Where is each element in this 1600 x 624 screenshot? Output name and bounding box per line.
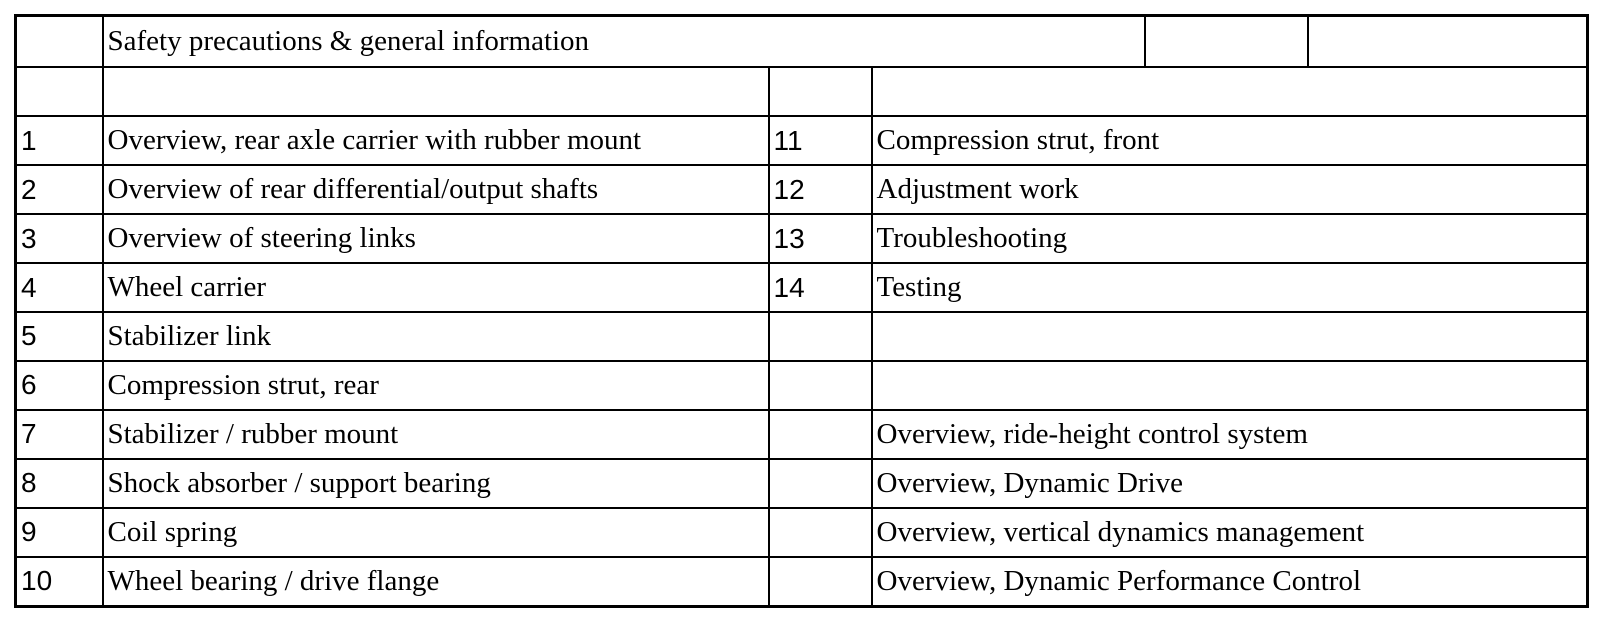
left-item-title[interactable]: Stabilizer link bbox=[103, 312, 769, 361]
table-row bbox=[16, 361, 1588, 410]
right-item-title bbox=[872, 361, 1588, 410]
right-item-number: 13 bbox=[769, 214, 872, 263]
right-item-number: 12 bbox=[769, 165, 872, 214]
right-item-title[interactable]: Troubleshooting bbox=[872, 214, 1588, 263]
right-item-number: 14 bbox=[769, 263, 872, 312]
blank-cell bbox=[16, 67, 103, 116]
left-item-number: 8 bbox=[16, 459, 103, 508]
left-item-number: 9 bbox=[16, 508, 103, 557]
right-item-title[interactable]: Overview, Dynamic Performance Control bbox=[872, 557, 1588, 607]
table-row bbox=[16, 312, 1588, 361]
right-item-number bbox=[769, 459, 872, 508]
right-item-title[interactable]: Compression strut, front bbox=[872, 116, 1588, 165]
blank-cell bbox=[769, 67, 872, 116]
left-item-number: 1 bbox=[16, 116, 103, 165]
left-item-title[interactable]: Overview of steering links bbox=[103, 214, 769, 263]
table-row bbox=[16, 116, 1588, 165]
header-number-cell bbox=[16, 16, 103, 68]
table-row bbox=[16, 263, 1588, 312]
blank-cell bbox=[872, 67, 1588, 116]
blank-row bbox=[16, 67, 1588, 116]
header-boxes bbox=[1144, 17, 1586, 66]
left-item-title[interactable]: Shock absorber / support bearing bbox=[103, 459, 769, 508]
header-row bbox=[16, 16, 1588, 68]
table-row bbox=[16, 459, 1588, 508]
right-item-number bbox=[769, 361, 872, 410]
right-item-title[interactable]: Overview, vertical dynamics management bbox=[872, 508, 1588, 557]
header-box-1 bbox=[1144, 17, 1307, 66]
left-item-number: 2 bbox=[16, 165, 103, 214]
left-item-title[interactable]: Wheel carrier bbox=[103, 263, 769, 312]
contents-table bbox=[14, 14, 1589, 608]
right-item-number bbox=[769, 557, 872, 607]
left-item-title[interactable]: Overview, rear axle carrier with rubber mount bbox=[103, 116, 769, 165]
left-item-number: 7 bbox=[16, 410, 103, 459]
table-row bbox=[16, 557, 1588, 607]
left-item-title[interactable]: Coil spring bbox=[103, 508, 769, 557]
table-row bbox=[16, 508, 1588, 557]
right-item-title bbox=[872, 312, 1588, 361]
header-box-2 bbox=[1307, 17, 1586, 66]
left-item-number: 10 bbox=[16, 557, 103, 607]
header-title: Safety precautions & general information bbox=[107, 25, 590, 58]
right-item-title[interactable]: Testing bbox=[872, 263, 1588, 312]
right-item-title[interactable]: Overview, ride-height control system bbox=[872, 410, 1588, 459]
table-row bbox=[16, 165, 1588, 214]
left-item-title[interactable]: Wheel bearing / drive flange bbox=[103, 557, 769, 607]
left-item-title[interactable]: Stabilizer / rubber mount bbox=[103, 410, 769, 459]
header-title-cell bbox=[103, 16, 1588, 68]
left-item-number: 6 bbox=[16, 361, 103, 410]
left-item-number: 3 bbox=[16, 214, 103, 263]
table-row bbox=[16, 410, 1588, 459]
left-item-number: 5 bbox=[16, 312, 103, 361]
left-item-title[interactable]: Overview of rear differential/output shafts bbox=[103, 165, 769, 214]
table-row bbox=[16, 214, 1588, 263]
right-item-number bbox=[769, 508, 872, 557]
left-item-number: 4 bbox=[16, 263, 103, 312]
blank-cell bbox=[103, 67, 769, 116]
right-item-title[interactable]: Overview, Dynamic Drive bbox=[872, 459, 1588, 508]
left-item-title[interactable]: Compression strut, rear bbox=[103, 361, 769, 410]
right-item-number: 11 bbox=[769, 116, 872, 165]
right-item-number bbox=[769, 312, 872, 361]
right-item-number bbox=[769, 410, 872, 459]
right-item-title[interactable]: Adjustment work bbox=[872, 165, 1588, 214]
